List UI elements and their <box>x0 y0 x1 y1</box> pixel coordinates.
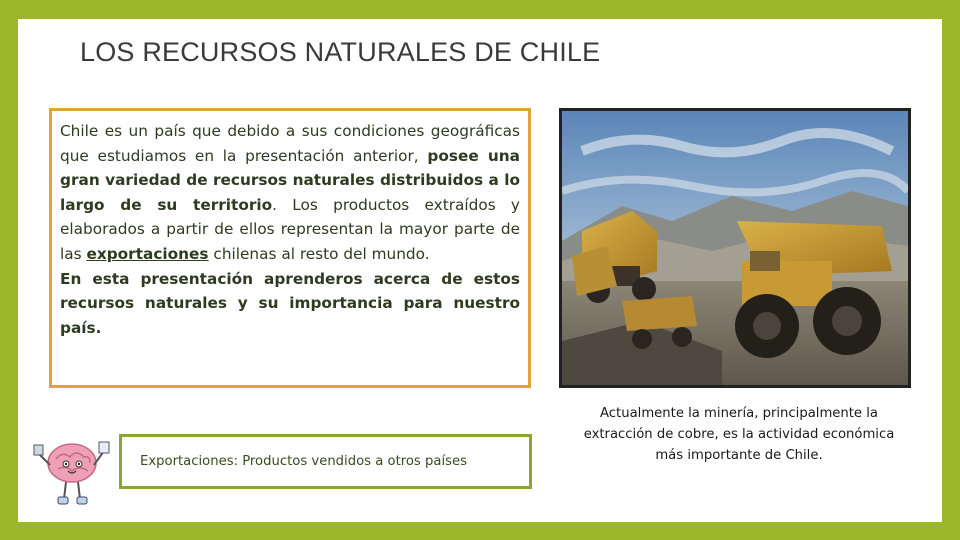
intro-text-middle: . Los productos extraídos y elaborados a partir de ellos representan la mayor parte de las <box>60 195 520 263</box>
intro-text-start: Chile es un país que debido a sus condiciones geográficas que estudiamos en la presentación anterior, <box>60 122 520 165</box>
exportaciones-term: exportaciones <box>86 244 209 263</box>
intro-textbox <box>49 108 531 388</box>
intro-text-tail: chilenas al resto del mundo. <box>208 244 430 263</box>
slide-title: LOS RECURSOS NATURALES DE CHILE <box>80 37 601 67</box>
slide <box>18 19 942 522</box>
photo-caption: Actualmente la minería, principalmente la extracción de cobre, es la actividad económica más importante de Chile. <box>583 406 895 463</box>
intro-paragraph-1 <box>60 119 520 267</box>
definition-box <box>119 434 532 489</box>
brain-mascot-icon <box>32 429 112 511</box>
intro-text-bold: posee una gran variedad de recursos naturales distribuidos a lo largo de su territorio <box>60 146 520 214</box>
mining-trucks-photo <box>559 108 911 388</box>
intro-paragraph-2: En esta presentación aprenderos acerca de estos recursos naturales y su importancia para nuestro país. <box>60 269 520 337</box>
definition-text: Exportaciones: Productos vendidos a otros países <box>140 454 467 469</box>
